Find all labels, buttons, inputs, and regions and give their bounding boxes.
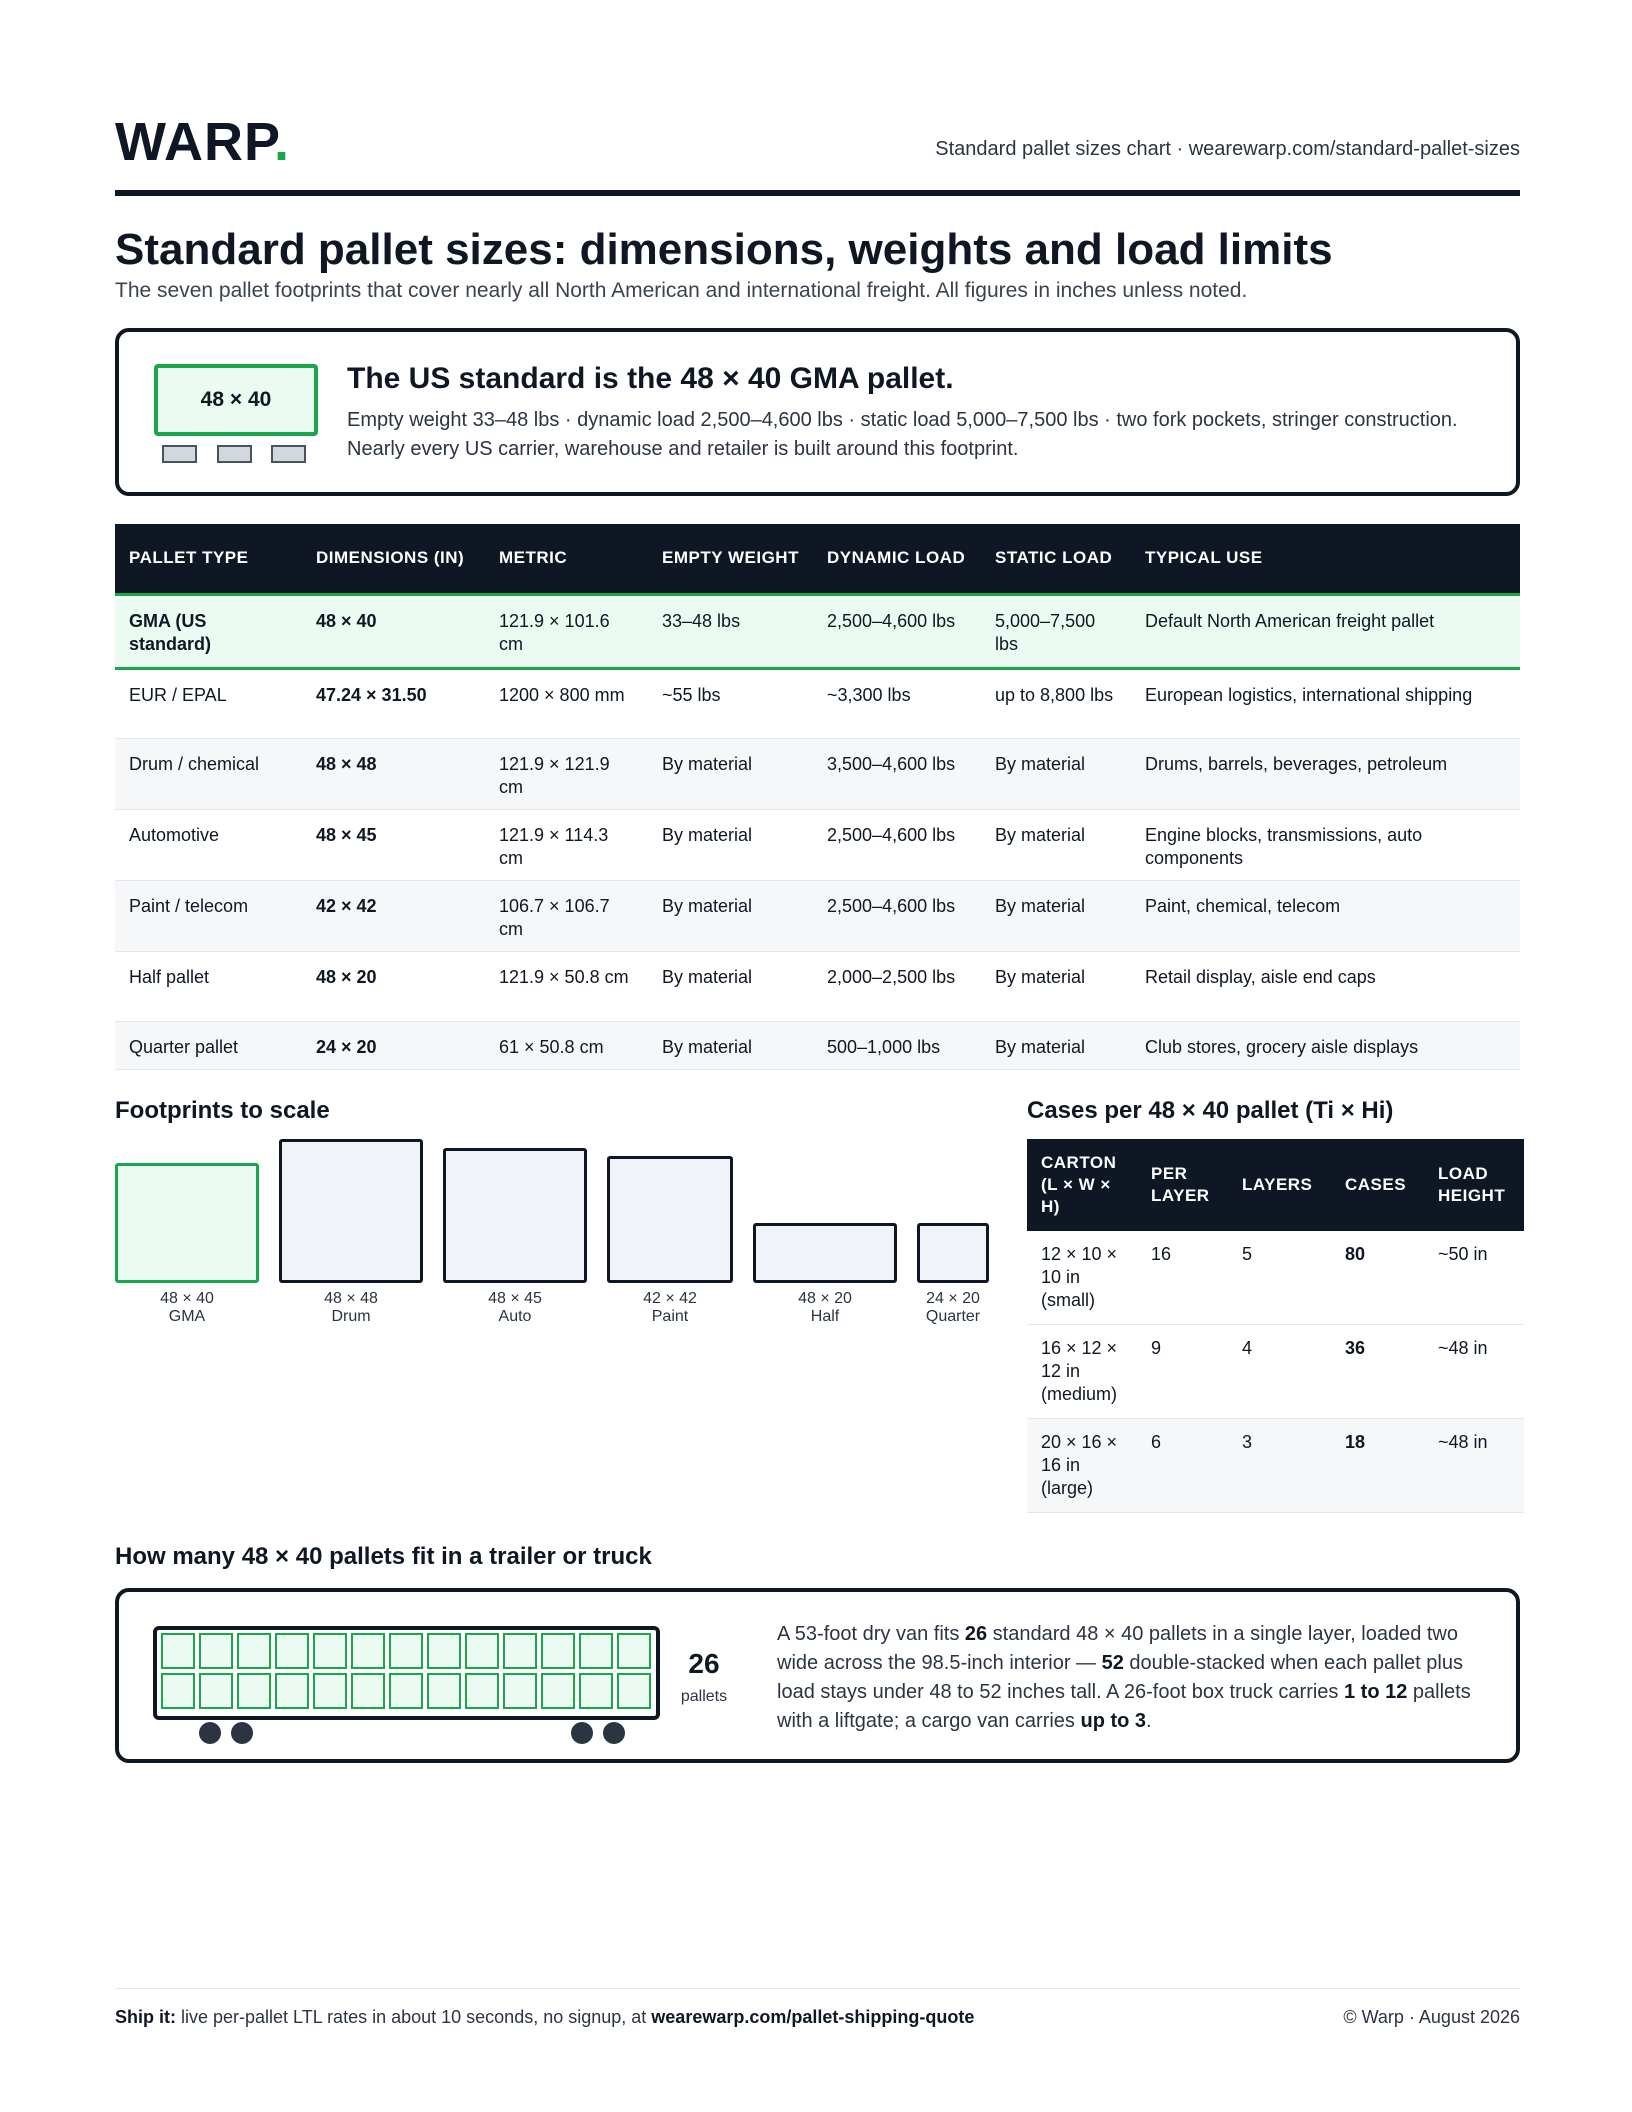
us-standard-callout <box>115 328 1520 496</box>
cell-cases: 36 <box>1331 1325 1424 1419</box>
footprint-label: 48 × 45 Auto <box>488 1290 542 1325</box>
cell-dynamic-load: 500–1,000 lbs <box>813 1021 981 1069</box>
cell-load-height: ~48 in <box>1424 1325 1524 1419</box>
pallet-block-icon <box>217 445 252 463</box>
footprint-drum <box>279 1139 423 1283</box>
pallet-slot <box>617 1673 651 1709</box>
footprint-quarter <box>917 1223 989 1283</box>
cell-metric: 121.9 × 121.9 cm <box>485 738 648 809</box>
column-header: PALLET TYPE <box>115 524 302 594</box>
cell-metric: 1200 × 800 mm <box>485 668 648 738</box>
cell-type: GMA (US standard) <box>115 594 302 668</box>
footprint-label: 48 × 48 Drum <box>324 1290 378 1325</box>
column-header: LOAD HEIGHT <box>1424 1139 1524 1231</box>
cell-per-layer: 6 <box>1137 1419 1228 1513</box>
cell-typical-use: European logistics, international shipping <box>1131 668 1520 738</box>
cell-dynamic-load: 2,500–4,600 lbs <box>813 809 981 880</box>
pallet-slot <box>465 1673 499 1709</box>
cell-layers: 3 <box>1228 1419 1331 1513</box>
wheel-icon <box>231 1722 253 1744</box>
cell-type: Half pallet <box>115 951 302 1021</box>
cell-type: Paint / telecom <box>115 880 302 951</box>
table-header-row <box>115 524 1520 594</box>
cell-empty-weight: By material <box>648 809 813 880</box>
pallet-slot <box>351 1673 385 1709</box>
table-row <box>115 880 1520 951</box>
table-row <box>1027 1325 1524 1419</box>
gma-pallet-icon <box>154 364 318 436</box>
trailer-description: A 53-foot dry van fits 26 standard 48 × 40 pallets in a single layer, loaded two wide across the 98.5-inch interior — 52 double-stacked when each pallet plus load stays under 48 to 52 inches tall. A 26-foot box truck carries 1 to 12 pallets with a liftgate; a cargo van carries up to 3. <box>777 1623 1471 1732</box>
wheel-icon <box>571 1722 593 1744</box>
cell-typical-use: Paint, chemical, telecom <box>1131 880 1520 951</box>
column-header: EMPTY WEIGHT <box>648 524 813 594</box>
callout-heading: The US standard is the 48 × 40 GMA pallet. <box>347 362 954 395</box>
cell-empty-weight: By material <box>648 951 813 1021</box>
cell-layers: 5 <box>1228 1231 1331 1325</box>
cell-empty-weight: ~55 lbs <box>648 668 813 738</box>
pallet-slot <box>617 1633 651 1669</box>
wheel-icon <box>603 1722 625 1744</box>
pallet-slot <box>313 1633 347 1669</box>
pallet-slot <box>503 1673 537 1709</box>
cell-per-layer: 9 <box>1137 1325 1228 1419</box>
cell-type: EUR / EPAL <box>115 668 302 738</box>
quote-link[interactable]: wearewarp.com/pallet-shipping-quote <box>651 2007 975 2027</box>
cell-static-load: By material <box>981 809 1131 880</box>
cell-metric: 106.7 × 106.7 cm <box>485 880 648 951</box>
footprint-label: 24 × 20 Quarter <box>925 1290 981 1325</box>
pallet-slot <box>389 1633 423 1669</box>
cell-static-load: 5,000–7,500 lbs <box>981 594 1131 668</box>
footer-cta: Ship it: live per-pallet LTL rates in about 10 seconds, no signup, at wearewarp.com/pallet-shipping-quote <box>115 2007 975 2027</box>
trailer-illustration <box>153 1626 660 1720</box>
pallet-slot <box>313 1673 347 1709</box>
table-row-gma <box>115 594 1520 668</box>
column-header: TYPICAL USE <box>1131 524 1520 594</box>
cell-type: Drum / chemical <box>115 738 302 809</box>
pallet-slot <box>237 1673 271 1709</box>
cell-dimensions: 24 × 20 <box>302 1021 485 1069</box>
column-header: DIMENSIONS (IN) <box>302 524 485 594</box>
cell-carton: 16 × 12 × 12 in (medium) <box>1027 1325 1137 1419</box>
cell-metric: 121.9 × 101.6 cm <box>485 594 648 668</box>
footprint-gma <box>115 1163 259 1283</box>
pallet-slot <box>541 1673 575 1709</box>
cell-dynamic-load: ~3,300 lbs <box>813 668 981 738</box>
cell-cases: 18 <box>1331 1419 1424 1513</box>
pallet-slot <box>427 1673 461 1709</box>
footprint-auto <box>443 1148 587 1283</box>
cell-per-layer: 16 <box>1137 1231 1228 1325</box>
page-header <box>115 112 1520 196</box>
cell-dimensions: 47.24 × 31.50 <box>302 668 485 738</box>
pallet-slot <box>389 1673 423 1709</box>
footer-copyright: © Warp · August 2026 <box>1343 2007 1520 2027</box>
pallet-slot <box>275 1673 309 1709</box>
cell-typical-use: Drums, barrels, beverages, petroleum <box>1131 738 1520 809</box>
gma-pallet-label: 48 × 40 <box>200 388 272 411</box>
table-row <box>115 738 1520 809</box>
cell-metric: 61 × 50.8 cm <box>485 1021 648 1069</box>
trailer-pallet-unit: pallets <box>680 1688 728 1705</box>
pallet-slot <box>199 1633 233 1669</box>
cell-type: Quarter pallet <box>115 1021 302 1069</box>
cell-static-load: By material <box>981 738 1131 809</box>
cell-static-load: By material <box>981 1021 1131 1069</box>
cell-dimensions: 48 × 48 <box>302 738 485 809</box>
cell-load-height: ~50 in <box>1424 1231 1524 1325</box>
pallet-slot <box>579 1673 613 1709</box>
column-header: PER LAYER <box>1137 1139 1228 1231</box>
table-row <box>115 809 1520 880</box>
cell-dynamic-load: 2,500–4,600 lbs <box>813 880 981 951</box>
column-header: LAYERS <box>1228 1139 1331 1231</box>
pallet-slot <box>579 1633 613 1669</box>
cell-dynamic-load: 2,500–4,600 lbs <box>813 594 981 668</box>
column-header: DYNAMIC LOAD <box>813 524 981 594</box>
cell-static-load: By material <box>981 880 1131 951</box>
cell-carton: 12 × 10 × 10 in (small) <box>1027 1231 1137 1325</box>
pallet-block-icon <box>271 445 306 463</box>
cell-metric: 121.9 × 50.8 cm <box>485 951 648 1021</box>
cell-empty-weight: By material <box>648 880 813 951</box>
cell-metric: 121.9 × 114.3 cm <box>485 809 648 880</box>
cell-cases: 80 <box>1331 1231 1424 1325</box>
trailer-pallet-count: 26 <box>688 1648 720 1679</box>
table-row <box>1027 1419 1524 1513</box>
cell-typical-use: Retail display, aisle end caps <box>1131 951 1520 1021</box>
table-row <box>1027 1231 1524 1325</box>
pallet-slot <box>351 1633 385 1669</box>
cases-heading: Cases per 48 × 40 pallet (Ti × Hi) <box>1027 1097 1394 1124</box>
footprint-paint <box>607 1156 733 1283</box>
pallet-slot <box>161 1633 195 1669</box>
cell-static-load: up to 8,800 lbs <box>981 668 1131 738</box>
cell-layers: 4 <box>1228 1325 1331 1419</box>
cell-dynamic-load: 2,000–2,500 lbs <box>813 951 981 1021</box>
page-subtitle: The seven pallet footprints that cover nearly all North American and international freight. All figures in inches unless noted. <box>115 279 1248 302</box>
table-header-row <box>1027 1139 1524 1231</box>
pallet-slot <box>427 1633 461 1669</box>
cell-dynamic-load: 3,500–4,600 lbs <box>813 738 981 809</box>
table-row <box>115 951 1520 1021</box>
footprints-heading: Footprints to scale <box>115 1097 330 1124</box>
pallet-slot <box>503 1633 537 1669</box>
cell-empty-weight: 33–48 lbs <box>648 594 813 668</box>
cell-dimensions: 48 × 20 <box>302 951 485 1021</box>
callout-body: Empty weight 33–48 lbs · dynamic load 2,500–4,600 lbs · static load 5,000–7,500 lbs · two fork pockets, stringer construction. Nearly every US carrier, warehouse and retailer is built around this footprint. <box>347 409 1458 460</box>
cell-dimensions: 42 × 42 <box>302 880 485 951</box>
cell-dimensions: 48 × 40 <box>302 594 485 668</box>
footprint-label: 48 × 20 Half <box>798 1290 852 1325</box>
table-row <box>115 668 1520 738</box>
table-row <box>115 1021 1520 1069</box>
column-header: CARTON (L × W × H) <box>1027 1139 1137 1231</box>
pallet-slot <box>237 1633 271 1669</box>
cell-typical-use: Default North American freight pallet <box>1131 594 1520 668</box>
column-header: STATIC LOAD <box>981 524 1131 594</box>
pallet-sizes-table <box>115 524 1520 1070</box>
cases-table <box>1027 1139 1524 1513</box>
cell-typical-use: Club stores, grocery aisle displays <box>1131 1021 1520 1069</box>
footprint-half <box>753 1223 897 1283</box>
pallet-block-icon <box>162 445 197 463</box>
pallet-slot <box>541 1633 575 1669</box>
trailer-heading: How many 48 × 40 pallets fit in a trailer or truck <box>115 1543 652 1570</box>
header-source-link[interactable]: Standard pallet sizes chart · wearewarp.com/standard-pallet-sizes <box>935 138 1520 160</box>
column-header: METRIC <box>485 524 648 594</box>
footprint-label: 48 × 40 GMA <box>160 1290 214 1325</box>
trailer-capacity-panel <box>115 1588 1520 1763</box>
footer-divider <box>115 1988 1520 1989</box>
wheel-icon <box>199 1722 221 1744</box>
cell-dimensions: 48 × 45 <box>302 809 485 880</box>
page-title: Standard pallet sizes: dimensions, weights and load limits <box>115 225 1333 274</box>
pallet-slot <box>465 1633 499 1669</box>
cell-type: Automotive <box>115 809 302 880</box>
pallet-slot <box>161 1673 195 1709</box>
cell-carton: 20 × 16 × 16 in (large) <box>1027 1419 1137 1513</box>
cell-empty-weight: By material <box>648 738 813 809</box>
cell-load-height: ~48 in <box>1424 1419 1524 1513</box>
cell-typical-use: Engine blocks, transmissions, auto components <box>1131 809 1520 880</box>
warp-logo[interactable]: WARP. <box>115 112 291 172</box>
pallet-slot <box>275 1633 309 1669</box>
column-header: CASES <box>1331 1139 1424 1231</box>
cell-empty-weight: By material <box>648 1021 813 1069</box>
footprint-label: 42 × 42 Paint <box>643 1290 697 1325</box>
pallet-slot <box>199 1673 233 1709</box>
cell-static-load: By material <box>981 951 1131 1021</box>
